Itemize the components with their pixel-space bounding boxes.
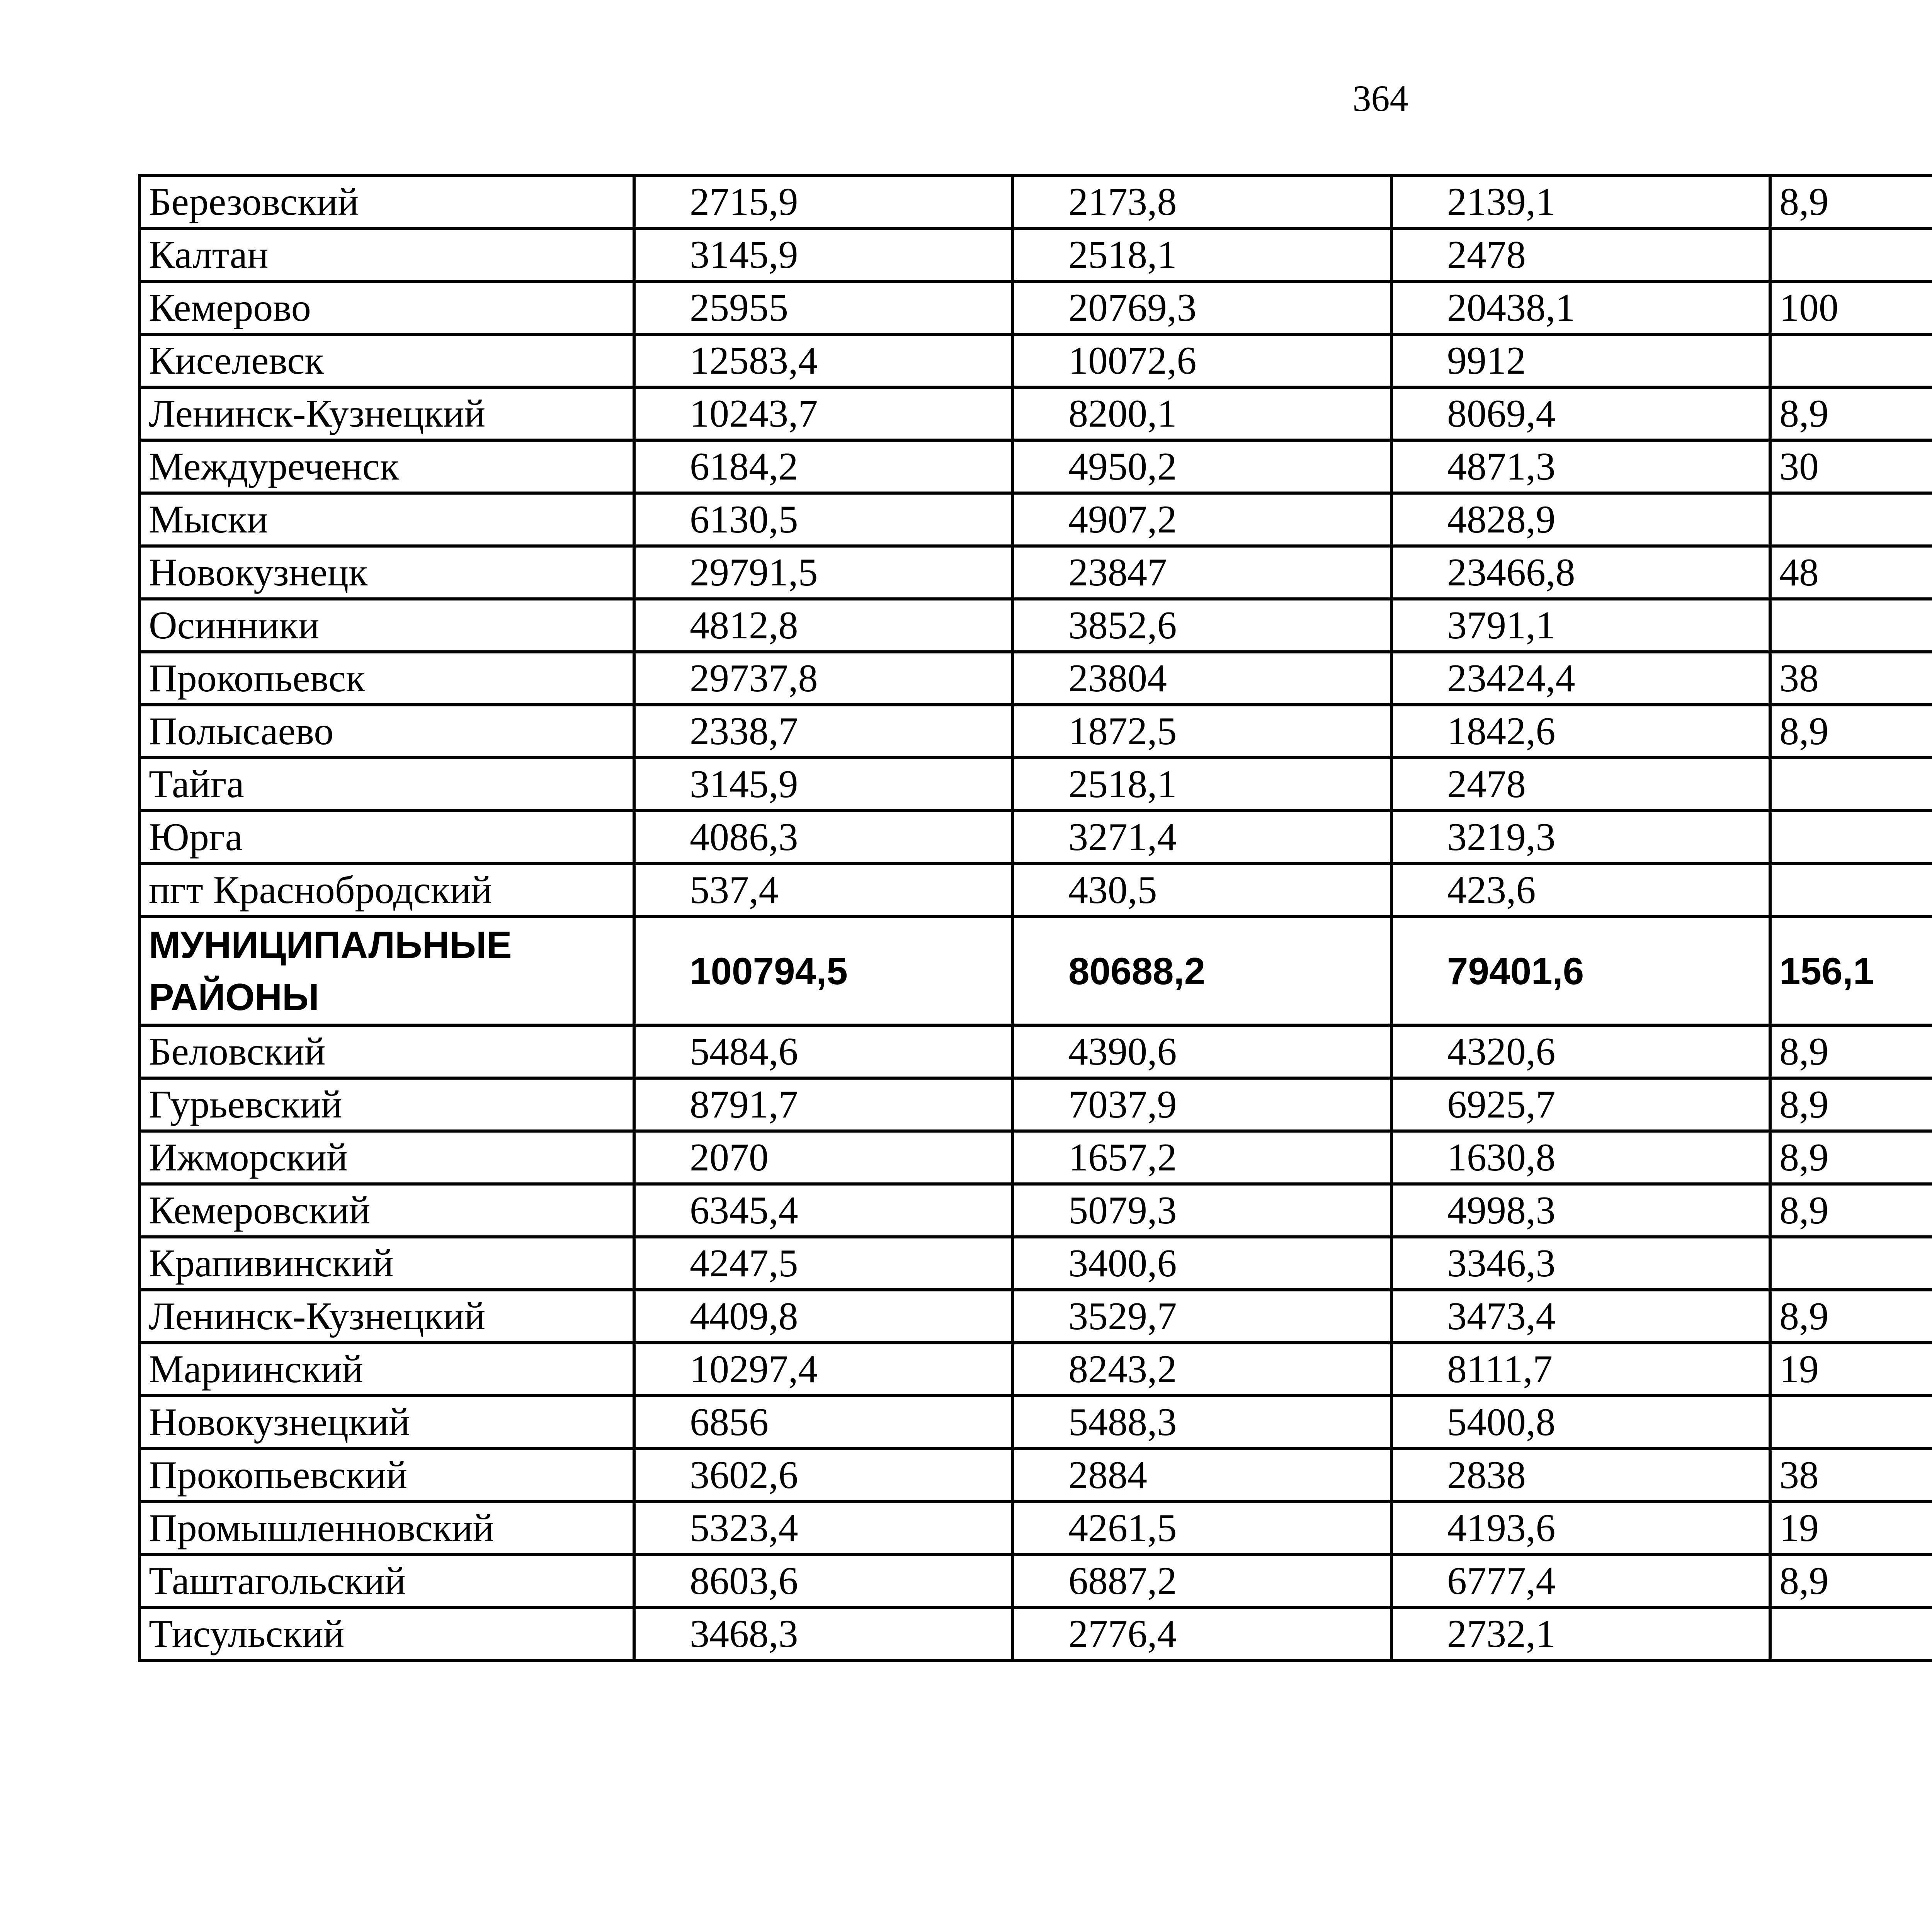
value-cell: 3529,7 bbox=[1013, 1290, 1391, 1343]
value-cell: 23804 bbox=[1013, 652, 1391, 705]
row-name-cell: Прокопьевский bbox=[139, 1449, 634, 1502]
value-cell: 2338,7 bbox=[634, 705, 1013, 758]
value-cell: 4086,3 bbox=[634, 811, 1013, 864]
value-cell: 10297,4 bbox=[634, 1343, 1013, 1396]
row-name-cell: Кемерово bbox=[139, 281, 634, 334]
value-cell: 5400,8 bbox=[1391, 1396, 1770, 1449]
table-row bbox=[139, 228, 1932, 281]
table-row bbox=[139, 1025, 1932, 1078]
value-cell: 3852,6 bbox=[1013, 599, 1391, 652]
value-cell: 3219,3 bbox=[1391, 811, 1770, 864]
value-cell: 4390,6 bbox=[1013, 1025, 1391, 1078]
row-name-cell: Юрга bbox=[139, 811, 634, 864]
value-cell: 19 bbox=[1770, 1343, 1932, 1396]
value-cell: 10072,6 bbox=[1013, 334, 1391, 387]
value-cell: 8603,6 bbox=[634, 1555, 1013, 1607]
table-row bbox=[139, 1131, 1932, 1184]
value-cell: 4828,9 bbox=[1391, 493, 1770, 546]
value-cell: 4812,8 bbox=[634, 599, 1013, 652]
value-cell: 8,9 bbox=[1770, 387, 1932, 440]
row-name-cell: Прокопьевск bbox=[139, 652, 634, 705]
value-cell: 20769,3 bbox=[1013, 281, 1391, 334]
row-name-cell: Калтан bbox=[139, 228, 634, 281]
value-cell bbox=[1770, 599, 1932, 652]
table-row bbox=[139, 652, 1932, 705]
value-cell: 12583,4 bbox=[634, 334, 1013, 387]
table-row bbox=[139, 811, 1932, 864]
row-name-cell: Крапивинский bbox=[139, 1237, 634, 1290]
value-cell: 4998,3 bbox=[1391, 1184, 1770, 1237]
value-cell: 23466,8 bbox=[1391, 546, 1770, 599]
value-cell: 25955 bbox=[634, 281, 1013, 334]
value-cell: 23847 bbox=[1013, 546, 1391, 599]
value-cell: 8200,1 bbox=[1013, 387, 1391, 440]
table-row bbox=[139, 599, 1932, 652]
row-name-cell: Березовский bbox=[139, 175, 634, 228]
value-cell: 23424,4 bbox=[1391, 652, 1770, 705]
row-name-cell: Тисульский bbox=[139, 1607, 634, 1660]
value-cell: 8,9 bbox=[1770, 1184, 1932, 1237]
value-cell: 3468,3 bbox=[634, 1607, 1013, 1660]
value-cell: 3145,9 bbox=[634, 228, 1013, 281]
value-cell: 8,9 bbox=[1770, 1025, 1932, 1078]
value-cell: 20438,1 bbox=[1391, 281, 1770, 334]
value-cell: 3271,4 bbox=[1013, 811, 1391, 864]
value-cell: 156,1 bbox=[1770, 917, 1932, 1025]
budget-table bbox=[138, 174, 1932, 1662]
value-cell bbox=[1770, 1607, 1932, 1660]
value-cell bbox=[1770, 228, 1932, 281]
row-name-cell: Беловский bbox=[139, 1025, 634, 1078]
row-name-cell: Тайга bbox=[139, 758, 634, 811]
value-cell bbox=[1770, 864, 1932, 917]
value-cell: 4247,5 bbox=[634, 1237, 1013, 1290]
value-cell: 8,9 bbox=[1770, 705, 1932, 758]
value-cell: 1630,8 bbox=[1391, 1131, 1770, 1184]
table-row bbox=[139, 175, 1932, 228]
table-row bbox=[139, 1078, 1932, 1131]
value-cell: 4871,3 bbox=[1391, 440, 1770, 493]
value-cell: 6345,4 bbox=[634, 1184, 1013, 1237]
value-cell bbox=[1770, 1237, 1932, 1290]
value-cell: 6777,4 bbox=[1391, 1555, 1770, 1607]
table-row-total bbox=[139, 917, 1932, 1025]
value-cell: 19 bbox=[1770, 1502, 1932, 1555]
value-cell: 30 bbox=[1770, 440, 1932, 493]
table-row bbox=[139, 1290, 1932, 1343]
value-cell: 8,9 bbox=[1770, 1555, 1932, 1607]
row-name-cell: пгт Краснобродский bbox=[139, 864, 634, 917]
value-cell: 2478 bbox=[1391, 228, 1770, 281]
value-cell: 430,5 bbox=[1013, 864, 1391, 917]
value-cell: 8243,2 bbox=[1013, 1343, 1391, 1396]
table-row bbox=[139, 758, 1932, 811]
row-name-cell: Киселевск bbox=[139, 334, 634, 387]
value-cell: 423,6 bbox=[1391, 864, 1770, 917]
row-name-cell: Осинники bbox=[139, 599, 634, 652]
table-row bbox=[139, 705, 1932, 758]
row-name-cell: Новокузнецк bbox=[139, 546, 634, 599]
value-cell: 48 bbox=[1770, 546, 1932, 599]
value-cell: 4950,2 bbox=[1013, 440, 1391, 493]
table-row bbox=[139, 1555, 1932, 1607]
row-name-cell: Мариинский bbox=[139, 1343, 634, 1396]
row-name-cell: МУНИЦИПАЛЬНЫЕ РАЙОНЫ bbox=[139, 917, 634, 1025]
value-cell: 8,9 bbox=[1770, 1078, 1932, 1131]
value-cell bbox=[1770, 334, 1932, 387]
value-cell: 2518,1 bbox=[1013, 228, 1391, 281]
table-row bbox=[139, 440, 1932, 493]
value-cell: 8791,7 bbox=[634, 1078, 1013, 1131]
value-cell: 10243,7 bbox=[634, 387, 1013, 440]
table-row bbox=[139, 387, 1932, 440]
value-cell: 79401,6 bbox=[1391, 917, 1770, 1025]
value-cell: 1842,6 bbox=[1391, 705, 1770, 758]
value-cell: 80688,2 bbox=[1013, 917, 1391, 1025]
value-cell: 6184,2 bbox=[634, 440, 1013, 493]
value-cell: 8069,4 bbox=[1391, 387, 1770, 440]
value-cell: 100794,5 bbox=[634, 917, 1013, 1025]
row-name-cell: Таштагольский bbox=[139, 1555, 634, 1607]
value-cell: 5488,3 bbox=[1013, 1396, 1391, 1449]
value-cell bbox=[1770, 758, 1932, 811]
value-cell: 29737,8 bbox=[634, 652, 1013, 705]
table-row bbox=[139, 493, 1932, 546]
value-cell: 38 bbox=[1770, 652, 1932, 705]
table-row bbox=[139, 1449, 1932, 1502]
value-cell: 537,4 bbox=[634, 864, 1013, 917]
value-cell: 2776,4 bbox=[1013, 1607, 1391, 1660]
row-name-cell: Промышленновский bbox=[139, 1502, 634, 1555]
value-cell: 5484,6 bbox=[634, 1025, 1013, 1078]
value-cell: 3400,6 bbox=[1013, 1237, 1391, 1290]
value-cell: 6925,7 bbox=[1391, 1078, 1770, 1131]
table-row bbox=[139, 281, 1932, 334]
value-cell: 2518,1 bbox=[1013, 758, 1391, 811]
value-cell: 6130,5 bbox=[634, 493, 1013, 546]
value-cell: 3346,3 bbox=[1391, 1237, 1770, 1290]
table-row bbox=[139, 864, 1932, 917]
value-cell: 2070 bbox=[634, 1131, 1013, 1184]
table-row bbox=[139, 1184, 1932, 1237]
value-cell: 8,9 bbox=[1770, 175, 1932, 228]
value-cell: 3145,9 bbox=[634, 758, 1013, 811]
table-row bbox=[139, 334, 1932, 387]
row-name-cell: Новокузнецкий bbox=[139, 1396, 634, 1449]
table-row bbox=[139, 1396, 1932, 1449]
value-cell: 8,9 bbox=[1770, 1290, 1932, 1343]
table-row bbox=[139, 1502, 1932, 1555]
value-cell: 7037,9 bbox=[1013, 1078, 1391, 1131]
value-cell: 2478 bbox=[1391, 758, 1770, 811]
value-cell: 100 bbox=[1770, 281, 1932, 334]
value-cell bbox=[1770, 1396, 1932, 1449]
value-cell: 8,9 bbox=[1770, 1131, 1932, 1184]
row-name-cell: Междуреченск bbox=[139, 440, 634, 493]
row-name-cell: Кемеровский bbox=[139, 1184, 634, 1237]
value-cell: 1657,2 bbox=[1013, 1131, 1391, 1184]
value-cell: 6887,2 bbox=[1013, 1555, 1391, 1607]
value-cell: 3791,1 bbox=[1391, 599, 1770, 652]
value-cell: 1872,5 bbox=[1013, 705, 1391, 758]
row-name-cell: Гурьевский bbox=[139, 1078, 634, 1131]
value-cell: 5079,3 bbox=[1013, 1184, 1391, 1237]
value-cell: 29791,5 bbox=[634, 546, 1013, 599]
value-cell bbox=[1770, 493, 1932, 546]
value-cell: 8111,7 bbox=[1391, 1343, 1770, 1396]
value-cell: 4261,5 bbox=[1013, 1502, 1391, 1555]
row-name-cell: Полысаево bbox=[139, 705, 634, 758]
row-name-cell: Ижморский bbox=[139, 1131, 634, 1184]
value-cell: 4907,2 bbox=[1013, 493, 1391, 546]
value-cell: 3473,4 bbox=[1391, 1290, 1770, 1343]
table-row bbox=[139, 546, 1932, 599]
value-cell: 4320,6 bbox=[1391, 1025, 1770, 1078]
table-row bbox=[139, 1607, 1932, 1660]
value-cell: 2715,9 bbox=[634, 175, 1013, 228]
table-body bbox=[139, 175, 1932, 1660]
page-number: 364 bbox=[1352, 78, 1408, 119]
value-cell: 2838 bbox=[1391, 1449, 1770, 1502]
table-row bbox=[139, 1343, 1932, 1396]
value-cell: 2173,8 bbox=[1013, 175, 1391, 228]
value-cell: 4193,6 bbox=[1391, 1502, 1770, 1555]
value-cell: 4409,8 bbox=[634, 1290, 1013, 1343]
row-name-cell: Ленинск-Кузнецкий bbox=[139, 1290, 634, 1343]
value-cell: 2732,1 bbox=[1391, 1607, 1770, 1660]
value-cell: 2884 bbox=[1013, 1449, 1391, 1502]
value-cell: 6856 bbox=[634, 1396, 1013, 1449]
row-name-cell: Ленинск-Кузнецкий bbox=[139, 387, 634, 440]
table-row bbox=[139, 1237, 1932, 1290]
value-cell bbox=[1770, 811, 1932, 864]
value-cell: 9912 bbox=[1391, 334, 1770, 387]
value-cell: 2139,1 bbox=[1391, 175, 1770, 228]
value-cell: 3602,6 bbox=[634, 1449, 1013, 1502]
value-cell: 5323,4 bbox=[634, 1502, 1013, 1555]
row-name-cell: Мыски bbox=[139, 493, 634, 546]
value-cell: 38 bbox=[1770, 1449, 1932, 1502]
